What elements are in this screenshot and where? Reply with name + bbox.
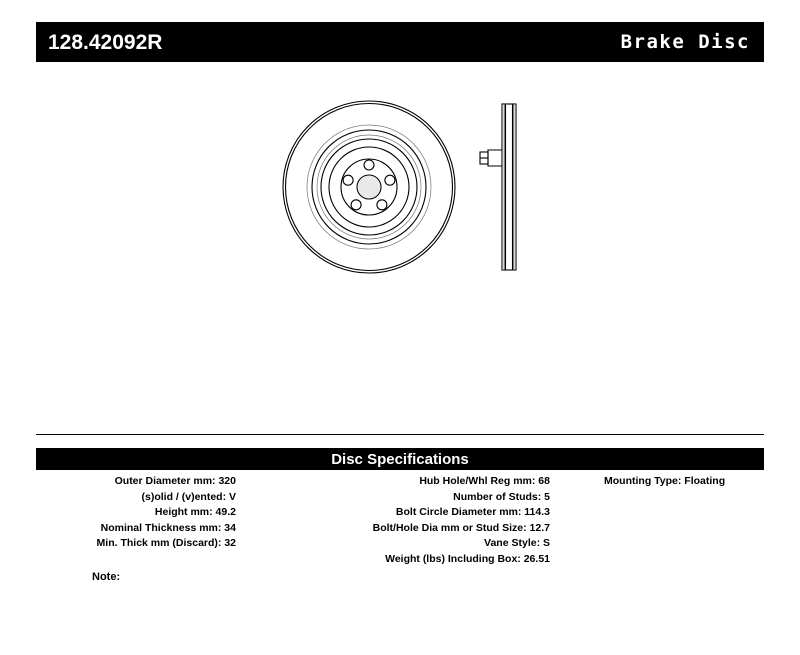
spec-column-left bbox=[36, 474, 246, 552]
spec-section-title: Disc Specifications bbox=[36, 448, 764, 470]
spec-line: Weight (lbs) Including Box: 26.51 bbox=[385, 552, 550, 565]
spec-line: Number of Studs: 5 bbox=[453, 490, 550, 503]
spec-line: Bolt Circle Diameter mm: 114.3 bbox=[395, 506, 550, 518]
spec-line: Nominal Thickness mm: 34 bbox=[100, 521, 236, 534]
spec-line: Height mm: 49.2 bbox=[154, 506, 236, 518]
spec-columns bbox=[36, 474, 764, 567]
note-label: Note: bbox=[92, 571, 121, 583]
product-drawing bbox=[36, 80, 764, 410]
page-title: Brake Disc bbox=[620, 30, 750, 53]
header-bar bbox=[36, 22, 764, 62]
spec-line: Vane Style: S bbox=[484, 537, 550, 549]
part-number: 128.42092R bbox=[48, 30, 163, 54]
spec-column-right bbox=[556, 474, 764, 490]
spec-line: (s)olid / (v)ented: V bbox=[141, 490, 236, 503]
spec-line: Mounting Type: Floating bbox=[604, 475, 726, 487]
spec-line: Min. Thick mm (Discard): 32 bbox=[96, 537, 236, 549]
spec-line: Bolt/Hole Dia mm or Stud Size: 12.7 bbox=[372, 521, 550, 534]
spec-line: Hub Hole/Whl Reg mm: 68 bbox=[419, 475, 550, 487]
spec-column-middle bbox=[246, 474, 556, 567]
rotor-face-view bbox=[274, 92, 544, 282]
rotor-edge-section-view bbox=[480, 104, 516, 270]
spec-divider bbox=[36, 434, 764, 435]
spec-line: Outer Diameter mm: 320 bbox=[114, 475, 236, 487]
